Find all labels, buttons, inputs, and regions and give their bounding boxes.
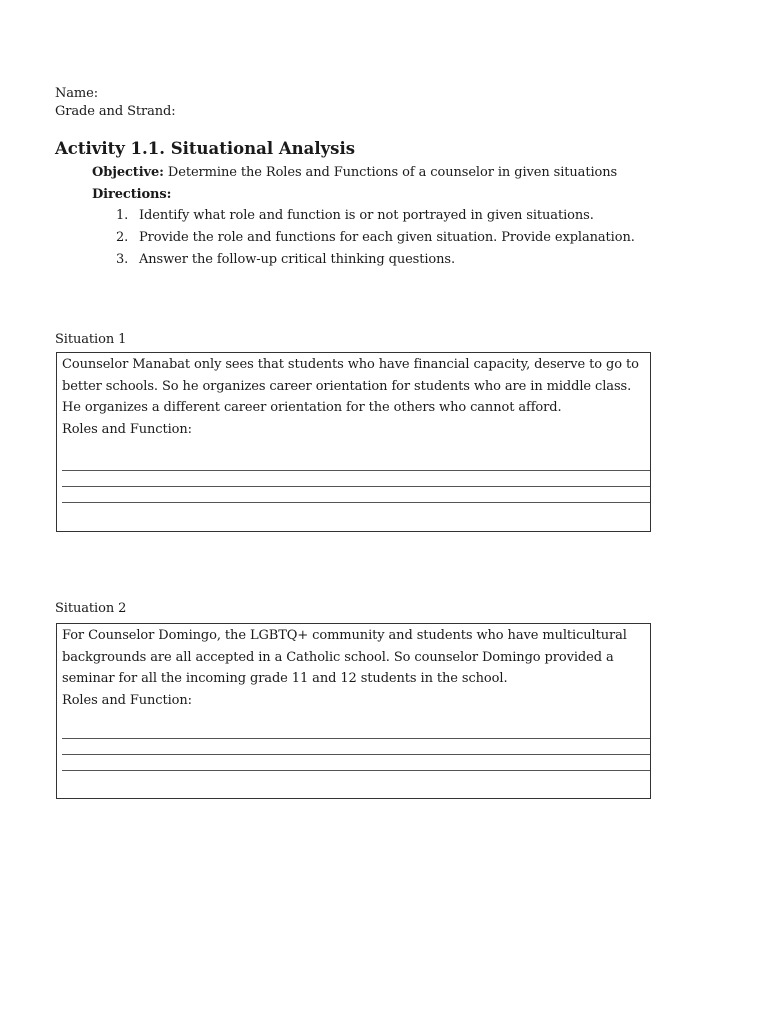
objective — [92, 165, 617, 180]
situation-1-content — [62, 354, 650, 441]
situation-2-label: Situation 2 — [55, 601, 127, 616]
situation-2-box — [56, 623, 651, 799]
direction-number: 3. — [116, 252, 129, 267]
grade-and-strand-label: Grade and Strand: — [55, 104, 176, 119]
direction-item — [116, 252, 455, 267]
situation-2-roles-label: Roles and Function: — [62, 693, 192, 709]
direction-number: 1. — [116, 208, 129, 223]
situation-2-text: For Counselor Domingo, the LGBTQ+ community and students who have multicultural backgrounds are all accepted in a Catholic school. So counselor Domingo provided a seminar for all the incoming grade 11 and 12 students in the school. — [62, 628, 627, 687]
situation-1-label: Situation 1 — [55, 332, 127, 347]
answer-line[interactable] — [62, 738, 650, 739]
name-label: Name: — [55, 86, 99, 101]
direction-item — [116, 230, 635, 245]
situation-1-roles-label: Roles and Function: — [62, 422, 192, 438]
direction-number: 2. — [116, 230, 129, 245]
answer-line[interactable] — [62, 770, 650, 771]
direction-text: Answer the follow-up critical thinking questions. — [139, 252, 456, 267]
activity-title: Activity 1.1. Situational Analysis — [55, 139, 356, 158]
situation-2-content — [62, 625, 650, 712]
direction-item — [116, 208, 594, 223]
direction-text: Identify what role and function is or not portrayed in given situations. — [139, 208, 594, 223]
objective-label: Objective: — [92, 165, 164, 180]
situation-1-text: Counselor Manabat only sees that students who have financial capacity, deserve to go to better schools. So he organizes career orientation for students who are in middle class. He organizes a different career orientation for the others who cannot afford. — [62, 357, 639, 416]
answer-line[interactable] — [62, 754, 650, 755]
directions-label: Directions: — [92, 187, 172, 202]
answer-line[interactable] — [62, 502, 650, 503]
situation-1-box — [56, 352, 651, 532]
objective-text: Determine the Roles and Functions of a counselor in given situations — [167, 165, 618, 180]
answer-line[interactable] — [62, 470, 650, 471]
direction-text: Provide the role and functions for each given situation. Provide explanation. — [139, 230, 635, 245]
answer-line[interactable] — [62, 486, 650, 487]
